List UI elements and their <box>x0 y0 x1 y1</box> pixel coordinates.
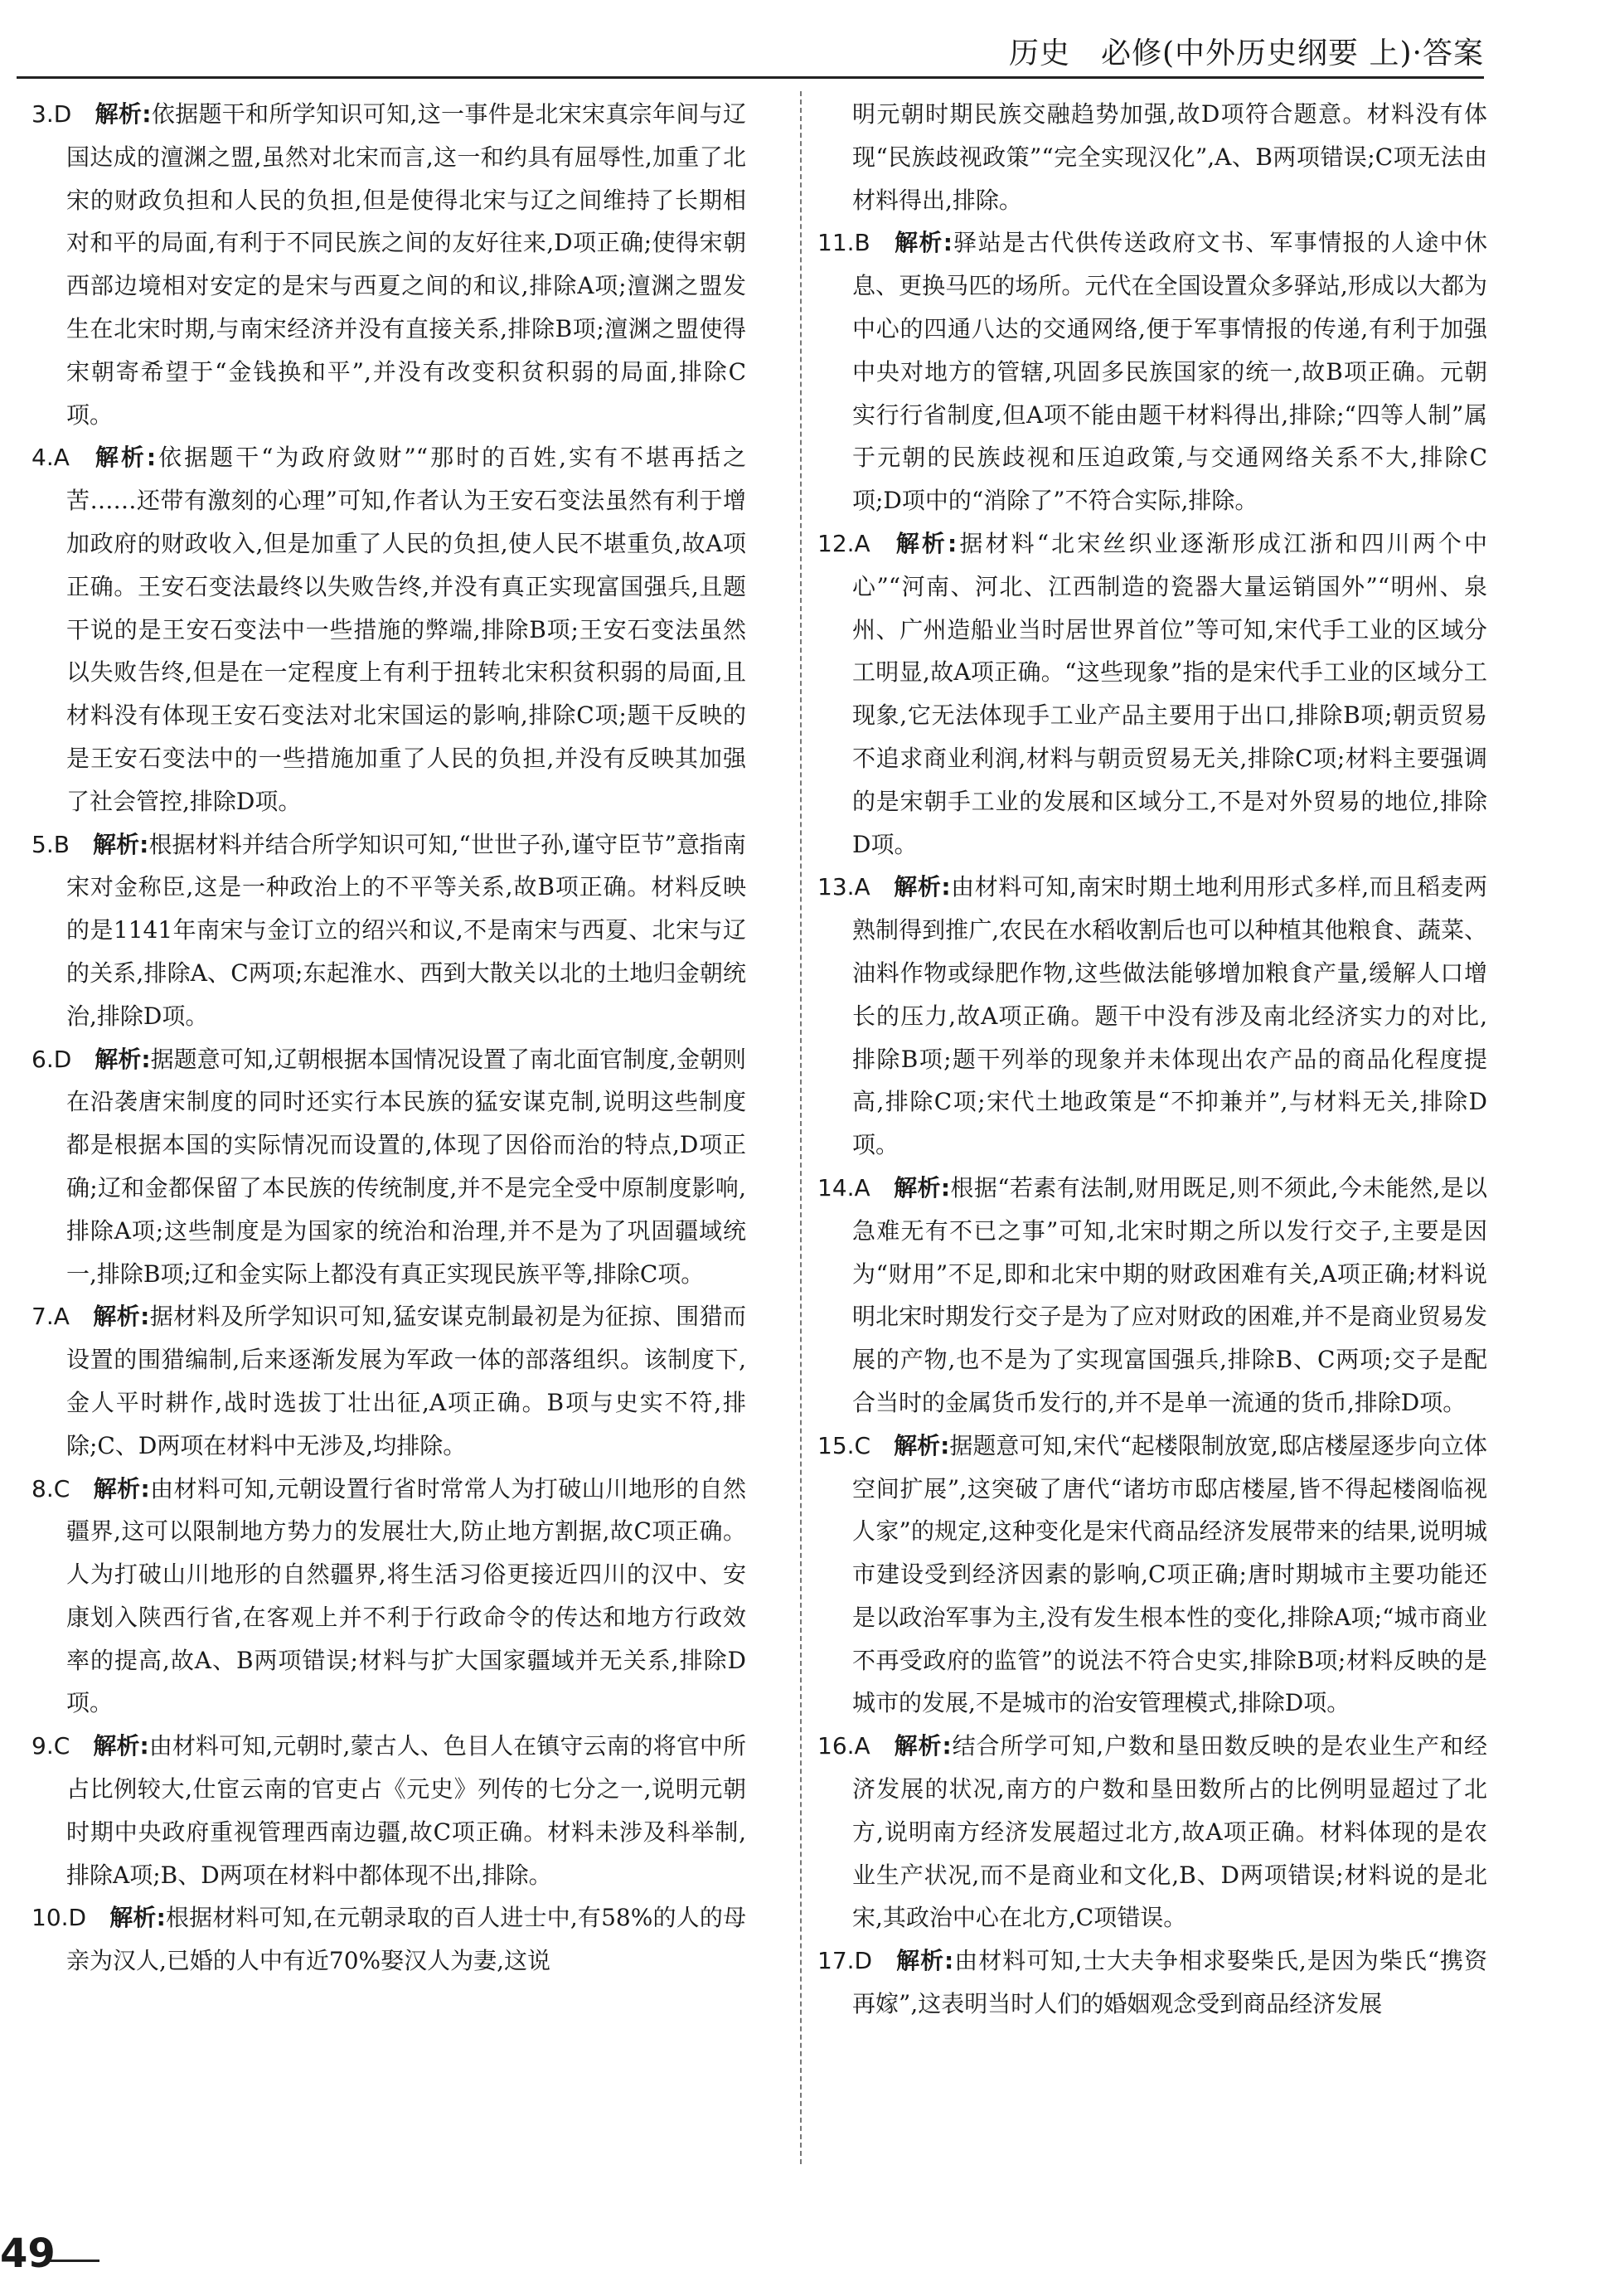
answer-paragraph <box>32 1468 746 1726</box>
analysis-label: 解析: <box>893 529 958 557</box>
question-number: 12.A <box>817 529 870 557</box>
left-column <box>32 93 746 1983</box>
answer-entry <box>32 1038 746 1296</box>
answer-entry <box>817 866 1487 1167</box>
question-number: 3.D <box>32 100 72 128</box>
analysis-label: 解析: <box>92 444 157 472</box>
answer-entry <box>817 1725 1487 1939</box>
question-number: 9.C <box>32 1732 70 1760</box>
question-number: 8.C <box>32 1474 70 1502</box>
answer-text: 根据“若素有法制,财用既足,则不须此,今未能然,是以急难无有不已之事”可知,北宋时期之所以发行交子,主要是因为“财用”不足,即和北宋中期的财政困难有关,A项正确;材料说明北宋时期发行交子是为了应对财政的困难,并不是商业贸易发展的产物,也不是为了实现富国强兵,排除B、C两项;交子是配合当时的金属货币发行的,并不是单一流通的货币,排除D项。 <box>852 1173 1487 1416</box>
answer-paragraph <box>32 1725 746 1896</box>
answer-text: 由材料可知,元朝时,蒙古人、色目人在镇守云南的将官中所占比例较大,仕宦云南的官吏占《元史》列传的七分之一,说明元朝时期中央政府重视管理西南边疆,故C项正确。材料未涉及科举制,排除A项;B、D两项在材料中都体现不出,排除。 <box>66 1732 747 1889</box>
column-divider <box>800 91 802 2164</box>
analysis-label: 解析: <box>92 830 149 858</box>
answer-paragraph <box>817 1939 1487 2026</box>
answer-entry <box>817 1167 1487 1425</box>
analysis-label: 解析: <box>109 1904 166 1932</box>
answer-entry <box>817 93 1487 221</box>
question-number: 17.D <box>817 1947 873 1975</box>
analysis-label: 解析: <box>95 100 152 128</box>
answer-entry <box>32 1896 746 1983</box>
answer-text: 据材料“北宋丝织业逐渐形成江浙和四川两个中心”“河南、河北、江西制造的瓷器大量运销国外”“明州、泉州、广州造船业当时居世界首位”等可知,宋代手工业的区域分工明显,故A项正确。“这些现象”指的是宋代手工业的区域分工现象,它无法体现手工业产品主要用于出口,排除B项;朝贡贸易不追求商业利润,材料与朝贡贸易无关,排除C项;材料主要强调的是宋朝手工业的发展和区域分工,不是对外贸易的地位,排除D项。 <box>852 529 1487 858</box>
answer-text: 依据题干“为政府敛财”“那时的百姓,实有不堪再括之苦……还带有激刻的心理”可知,作者认为王安石变法虽然有利于增加政府的财政收入,但是加重了人民的负担,使人民不堪重负,故A项正确。王安石变法最终以失败告终,并没有真正实现富国强兵,且题干说的是王安石变法中一些措施的弊端,排除B项;王安石变法虽然以失败告终,但是在一定程度上有利于扭转北宋积贫积弱的局面,且材料没有体现王安石变法对北宋国运的影响,排除C项;题干反映的是王安石变法中的一些措施加重了人民的负担,并没有反映其加强了社会管控,排除D项。 <box>66 444 746 815</box>
answer-entry <box>817 221 1487 522</box>
question-number: 10.D <box>32 1904 87 1932</box>
page-header <box>904 30 1484 72</box>
answer-text: 据题意可知,宋代“起楼限制放宽,邸店楼屋逐步向立体空间扩展”,这突破了唐代“诸坊市邸店楼屋,皆不得起楼阁临视人家”的规定,这种变化是宋代商品经济发展带来的结果,说明城市建设受到经济因素的影响,C项正确;唐时期城市主要功能还是以政治军事为主,没有发生根本性的变化,排除A项;“城市商业不再受政府的监管”的说法不符合史实,排除B项;材料反映的是城市的发展,不是城市的治安管理模式,排除D项。 <box>852 1431 1487 1717</box>
question-number: 6.D <box>32 1045 72 1073</box>
answer-text: 由材料可知,士大夫争相求娶柴氏,是因为柴氏“携资再嫁”,这表明当时人们的婚姻观念受到商品经济发展 <box>852 1947 1487 2018</box>
analysis-label: 解析: <box>893 1173 951 1201</box>
answer-paragraph <box>32 436 746 823</box>
analysis-label: 解析: <box>95 1045 151 1073</box>
header-rule <box>17 76 1484 79</box>
answer-entry <box>32 1725 746 1896</box>
question-number: 5.B <box>32 830 70 858</box>
answer-entry <box>32 823 746 1038</box>
answer-entry <box>32 1295 746 1467</box>
analysis-label: 解析: <box>93 1474 150 1502</box>
analysis-label: 解析: <box>893 1732 952 1760</box>
answer-paragraph <box>817 866 1487 1167</box>
answer-paragraph <box>817 221 1487 522</box>
answer-continuation: 明元朝时期民族交融趋势加强,故D项符合题意。材料没有体现“民族歧视政策”“完全实现汉化”,A、B两项错误;C项无法由材料得出,排除。 <box>852 100 1487 214</box>
right-column <box>817 93 1487 2026</box>
answer-entry <box>32 93 746 436</box>
answer-entry <box>817 522 1487 866</box>
analysis-label: 解析: <box>893 873 951 901</box>
question-number: 11.B <box>817 229 870 257</box>
answer-text: 依据题干和所学知识可知,这一事件是北宋宋真宗年间与辽国达成的澶渊之盟,虽然对北宋而言,这一和约具有屈辱性,加重了北宋的财政负担和人民的负担,但是使得北宋与辽之间维持了长期相对和平的局面,有利于不同民族之间的友好往来,D项正确;使得宋朝西部边境相对安定的是宋与西夏之间的和议,排除A项;澶渊之盟发生在北宋时期,与南宋经济并没有直接关系,排除B项;澶渊之盟使得宋朝寄希望于“金钱换和平”,并没有改变积贫积弱的局面,排除C项。 <box>66 100 747 429</box>
question-number: 15.C <box>817 1431 871 1459</box>
question-number: 16.A <box>817 1732 870 1760</box>
answer-text: 驿站是古代供传送政府文书、军事情报的人途中休息、更换马匹的场所。元代在全国设置众多驿站,形成以大都为中心的四通八达的交通网络,便于军事情报的传递,有利于加强中央对地方的管辖,巩固多民族国家的统一,故B项正确。元朝实行行省制度,但A项不能由题干材料得出,排除;“四等人制”属于元朝的民族歧视和压迫政策,与交通网络关系不大,排除C项;D项中的“消除了”不符合实际,排除。 <box>852 229 1487 515</box>
answer-text: 根据材料并结合所学知识可知,“世世子孙,谨守臣节”意指南宋对金称臣,这是一种政治上的不平等关系,故B项正确。材料反映的是1141年南宋与金订立的绍兴和议,不是南宋与西夏、北宋与辽的关系,排除A、C两项;东起淮水、西到大散关以北的土地归金朝统治,排除D项。 <box>66 830 747 1030</box>
answer-paragraph <box>817 1725 1487 1939</box>
answer-paragraph <box>32 1295 746 1467</box>
question-number: 13.A <box>817 873 870 901</box>
answer-entry <box>32 1468 746 1726</box>
answer-entry <box>32 436 746 823</box>
answer-paragraph <box>32 823 746 1038</box>
answer-text: 根据材料可知,在元朝录取的百人进士中,有58%的人的母亲为汉人,已婚的人中有近70%娶汉人为妻,这说 <box>66 1904 746 1975</box>
answer-paragraph <box>817 522 1487 866</box>
answer-entry <box>817 1939 1487 2026</box>
answer-paragraph <box>32 93 746 436</box>
answer-text: 结合所学可知,户数和垦田数反映的是农业生产和经济发展的状况,南方的户数和垦田数所占的比例明显超过了北方,说明南方经济发展超过北方,故A项正确。材料体现的是农业生产状况,而不是商业和文化,B、D两项错误;材料说的是北宋,其政治中心在北方,C项错误。 <box>852 1732 1488 1932</box>
analysis-label: 解析: <box>895 1947 954 1975</box>
page-number: 49 <box>0 2230 56 2277</box>
analysis-label: 解析: <box>893 229 953 257</box>
analysis-label: 解析: <box>894 1431 950 1459</box>
page-number-rule <box>50 2260 99 2262</box>
answer-text: 由材料可知,元朝设置行省时常常人为打破山川地形的自然疆界,这可以限制地方势力的发展壮大,防止地方割据,故C项正确。人为打破山川地形的自然疆界,将生活习俗更接近四川的汉中、安康划入陕西行省,在客观上并不利于行政命令的传达和地方行政效率的提高,故A、B两项错误;材料与扩大国家疆域并无关系,排除D项。 <box>66 1474 746 1717</box>
answer-entry <box>817 1425 1487 1726</box>
answer-text: 据题意可知,辽朝根据本国情况设置了南北面官制度,金朝则在沿袭唐宋制度的同时还实行本民族的猛安谋克制,说明这些制度都是根据本国的实际情况而设置的,体现了因俗而治的特点,D项正确;辽和金都保留了本民族的传统制度,并不是完全受中原制度影响,排除A项;这些制度是为国家的统治和治理,并不是为了巩固疆域统一,排除B项;辽和金实际上都没有真正实现民族平等,排除C项。 <box>66 1045 746 1288</box>
question-number: 14.A <box>817 1173 870 1201</box>
question-number: 4.A <box>32 444 70 472</box>
answer-paragraph <box>817 1425 1487 1726</box>
analysis-label: 解析: <box>92 1303 150 1331</box>
question-number: 7.A <box>32 1303 70 1331</box>
header-title: 历史 必修(中外历史纲要 上)·答案 <box>1009 36 1484 70</box>
answer-text: 由材料可知,南宋时期土地利用形式多样,而且稻麦两熟制得到推广,农民在水稻收割后也可以种植其他粮食、蔬菜、油料作物或绿肥作物,这些做法能够增加粮食产量,缓解人口增长的压力,故A项正确。题干中没有涉及南北经济实力的对比,排除B项;题干列举的现象并未体现出农产品的商品化程度提高,排除C项;宋代土地政策是“不抑兼并”,与材料无关,排除D项。 <box>852 873 1487 1159</box>
analysis-label: 解析: <box>93 1732 149 1760</box>
answer-paragraph <box>32 1896 746 1983</box>
answer-paragraph <box>817 1167 1487 1425</box>
answer-paragraph <box>32 1038 746 1296</box>
answer-text: 据材料及所学知识可知,猛安谋克制最初是为征掠、围猎而设置的围猎编制,后来逐渐发展为军政一体的部落组织。该制度下,金人平时耕作,战时选拔丁壮出征,A项正确。B项与史实不符,排除;C、D两项在材料中无涉及,均排除。 <box>66 1303 747 1459</box>
